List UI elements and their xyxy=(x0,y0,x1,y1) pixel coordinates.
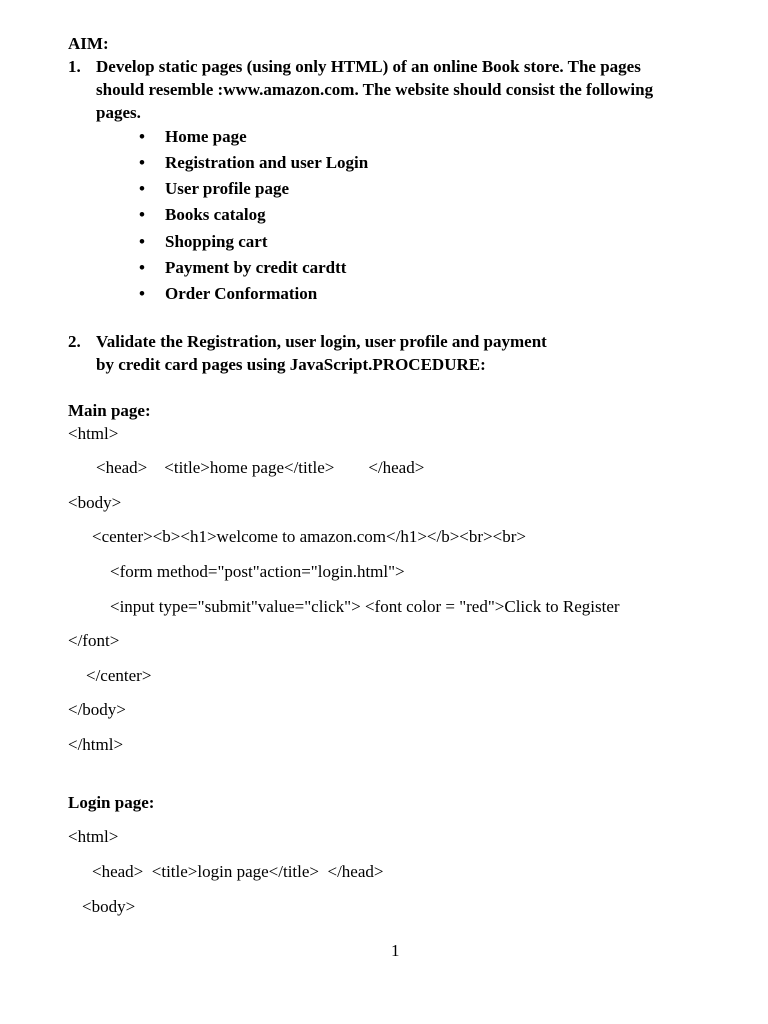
bullet-marker: • xyxy=(139,153,145,172)
bullet-item: Books catalog xyxy=(165,205,266,224)
bullet-marker: • xyxy=(139,284,145,303)
bullet-marker: • xyxy=(139,258,145,277)
bullet-marker: • xyxy=(139,127,145,146)
page-number: 1 xyxy=(391,941,400,960)
bullet-item: User profile page xyxy=(165,179,290,198)
bullet-marker: • xyxy=(139,205,145,224)
item-1-number: 1. xyxy=(68,57,81,76)
code-line: <html> xyxy=(68,827,119,846)
code-line: </html> xyxy=(68,735,124,754)
aim-heading: AIM: xyxy=(68,34,109,53)
code-line: <html> xyxy=(68,424,119,443)
bullet-item: Shopping cart xyxy=(165,232,268,251)
item-1-line-1: Develop static pages (using only HTML) of an online Book store. The pages xyxy=(96,57,641,76)
code-line: <head> <title>login page</title> </head> xyxy=(92,862,384,881)
code-line: <form method="post"action="login.html"> xyxy=(110,562,405,581)
item-2-line-1: Validate the Registration, user login, user profile and payment xyxy=(96,332,547,351)
bullet-marker: • xyxy=(139,232,145,251)
code-line: <body> xyxy=(68,493,122,512)
login-page-heading: Login page: xyxy=(68,793,155,812)
code-line: <body> xyxy=(82,897,136,916)
bullet-item: Registration and user Login xyxy=(165,153,369,172)
item-2-line-2: by credit card pages using JavaScript.PROCEDURE: xyxy=(96,355,486,374)
item-2-number: 2. xyxy=(68,332,81,351)
code-line: <input type="submit"value="click"> <font color = "red">Click to Register xyxy=(110,597,620,616)
code-line: </font> xyxy=(68,631,120,650)
item-1-line-3: pages. xyxy=(96,103,141,122)
code-line: <head> <title>home page</title> </head> xyxy=(96,458,425,477)
item-1-line-2: should resemble :www.amazon.com. The website should consist the following xyxy=(96,80,654,99)
code-line: </body> xyxy=(68,700,126,719)
bullet-item: Payment by credit cardtt xyxy=(165,258,347,277)
code-line: </center> xyxy=(86,666,152,685)
bullet-item: Home page xyxy=(165,127,247,146)
code-line: <center><b><h1>welcome to amazon.com</h1></b><br><br> xyxy=(92,527,526,546)
bullet-marker: • xyxy=(139,179,145,198)
main-page-heading: Main page: xyxy=(68,401,151,420)
bullet-item: Order Conformation xyxy=(165,284,318,303)
